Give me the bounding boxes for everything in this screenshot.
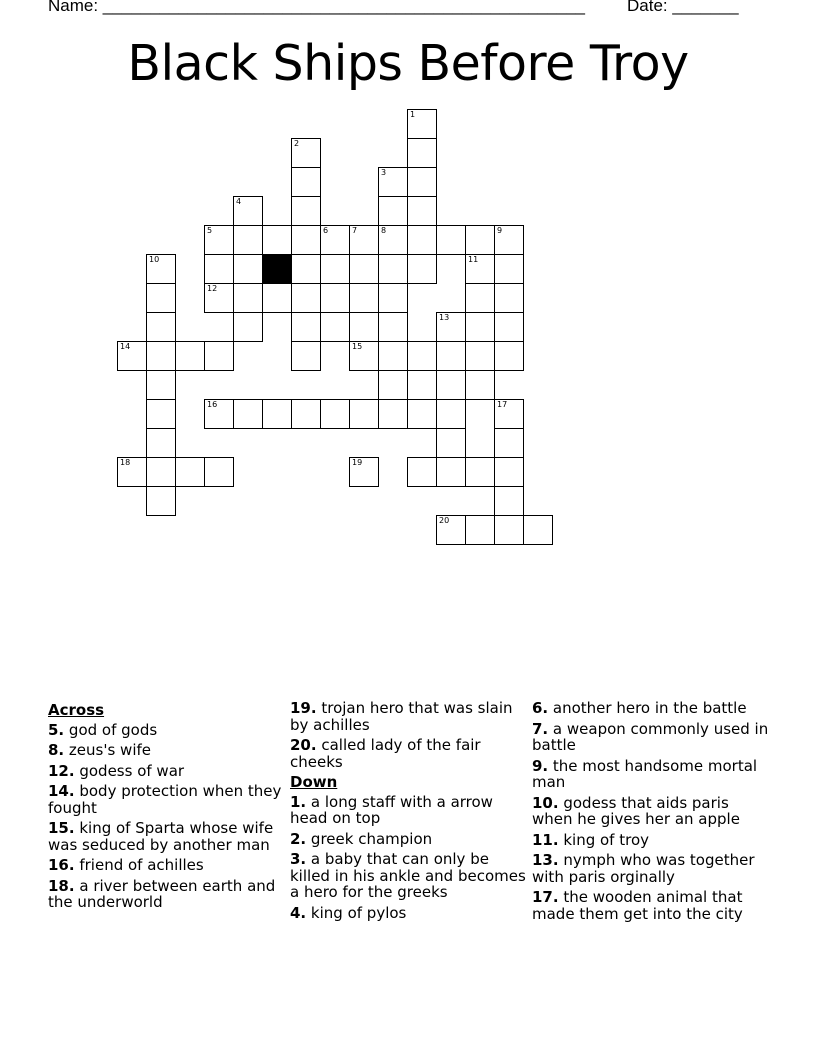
grid-cell[interactable] (494, 254, 524, 284)
grid-cell[interactable] (378, 370, 408, 400)
grid-cell[interactable] (175, 457, 205, 487)
grid-cell[interactable] (204, 254, 234, 284)
cell-number: 20 (439, 516, 450, 525)
grid-cell[interactable] (146, 399, 176, 429)
grid-cell-20[interactable] (436, 515, 466, 545)
grid-cell-9[interactable] (494, 225, 524, 255)
grid-cell[interactable] (465, 457, 495, 487)
grid-cell[interactable] (494, 486, 524, 516)
grid-cell[interactable] (465, 312, 495, 342)
grid-cell[interactable] (407, 225, 437, 255)
date-field[interactable]: Date: _______ (627, 0, 739, 15)
cell-number: 2 (294, 139, 300, 148)
grid-cell-6[interactable] (320, 225, 350, 255)
clue-down-3: 3. a baby that can only be killed in his ankle and becomes a hero for the greeks (290, 850, 526, 901)
clue-across-15: 15. king of Sparta whose wife was seduced by another man (48, 819, 274, 854)
grid-cell[interactable] (494, 428, 524, 458)
grid-cell[interactable] (494, 312, 524, 342)
grid-cell-2[interactable] (291, 138, 321, 168)
clue-down-10: 10. godess that aids paris when he gives her an apple (532, 793, 740, 828)
grid-cell-11[interactable] (465, 254, 495, 284)
grid-cell[interactable] (465, 370, 495, 400)
cell-number: 16 (207, 400, 218, 409)
down-heading: Down (290, 773, 338, 791)
grid-cell[interactable] (204, 341, 234, 371)
grid-cell[interactable] (320, 283, 350, 313)
grid-cell-18[interactable] (117, 457, 147, 487)
grid-cell[interactable] (407, 138, 437, 168)
grid-cell[interactable] (291, 312, 321, 342)
grid-cell-1[interactable] (407, 109, 437, 139)
grid-cell[interactable] (146, 341, 176, 371)
grid-cell[interactable] (436, 428, 466, 458)
grid-cell-4[interactable] (233, 196, 263, 226)
clue-across-18: 18. a river between earth and the underworld (48, 876, 276, 911)
grid-cell[interactable] (175, 341, 205, 371)
clue-down-2: 2. greek champion (290, 829, 433, 848)
cell-number: 12 (207, 284, 218, 293)
grid-cell[interactable] (233, 225, 263, 255)
grid-cell-13[interactable] (436, 312, 466, 342)
cell-number: 15 (352, 342, 363, 351)
grid-cell[interactable] (378, 196, 408, 226)
grid-cell[interactable] (146, 370, 176, 400)
grid-cell[interactable] (233, 283, 263, 313)
grid-cell[interactable] (494, 283, 524, 313)
grid-cell[interactable] (291, 167, 321, 197)
clue-down-9: 9. the most handsome mortal man (532, 756, 758, 791)
grid-cell[interactable] (349, 399, 379, 429)
cell-number: 8 (381, 226, 387, 235)
clue-across-14: 14. body protection when they fought (48, 782, 282, 817)
across-heading: Across (48, 701, 105, 719)
grid-cell[interactable] (349, 254, 379, 284)
grid-cell[interactable] (320, 399, 350, 429)
grid-cell[interactable] (465, 225, 495, 255)
cell-number: 6 (323, 226, 329, 235)
grid-cell-10[interactable] (146, 254, 176, 284)
clue-across-19: 19. trojan hero that was slain by achilles (290, 699, 513, 734)
grid-cell[interactable] (320, 312, 350, 342)
grid-cell-12[interactable] (204, 283, 234, 313)
grid-cell[interactable] (233, 312, 263, 342)
grid-cell[interactable] (291, 341, 321, 371)
grid-cell-17[interactable] (494, 399, 524, 429)
grid-cell-14[interactable] (117, 341, 147, 371)
grid-cell[interactable] (494, 341, 524, 371)
grid-cell[interactable] (146, 486, 176, 516)
grid-cell[interactable] (262, 225, 292, 255)
cell-number: 5 (207, 226, 213, 235)
grid-cell-3[interactable] (378, 167, 408, 197)
grid-cell[interactable] (378, 399, 408, 429)
grid-cell[interactable] (378, 283, 408, 313)
cell-number: 14 (120, 342, 131, 351)
grid-cell[interactable] (378, 312, 408, 342)
grid-cell[interactable] (407, 457, 437, 487)
grid-cell[interactable] (146, 312, 176, 342)
grid-cell[interactable] (436, 341, 466, 371)
cell-number: 7 (352, 226, 358, 235)
grid-cell[interactable] (407, 254, 437, 284)
cell-number: 9 (497, 226, 503, 235)
cell-number: 1 (410, 110, 416, 119)
grid-cell[interactable] (465, 341, 495, 371)
clue-column-2 (290, 700, 526, 925)
grid-cell[interactable] (378, 341, 408, 371)
clue-column-3 (532, 700, 772, 926)
grid-cell[interactable] (262, 399, 292, 429)
grid-cell[interactable] (146, 428, 176, 458)
page-title: Black Ships Before Troy (127, 35, 689, 92)
clue-across-12: 12. godess of war (48, 761, 185, 780)
grid-cell[interactable] (146, 283, 176, 313)
clue-across-20: 20. called lady of the fair cheeks (290, 736, 481, 771)
grid-cell-15[interactable] (349, 341, 379, 371)
cell-number: 18 (120, 458, 131, 467)
clue-down-6: 6. another hero in the battle (532, 699, 747, 717)
grid-cell[interactable] (523, 515, 553, 545)
grid-cell[interactable] (291, 225, 321, 255)
grid-cell[interactable] (436, 225, 466, 255)
grid-cell[interactable] (204, 457, 234, 487)
grid-cell[interactable] (436, 370, 466, 400)
black-cell (262, 254, 292, 284)
grid-cell[interactable] (407, 399, 437, 429)
grid-cell[interactable] (291, 196, 321, 226)
grid-cell[interactable] (407, 341, 437, 371)
clue-down-17: 17. the wooden animal that made them get into the city (532, 888, 743, 923)
grid-cell[interactable] (378, 254, 408, 284)
grid-cell[interactable] (349, 312, 379, 342)
grid-cell[interactable] (291, 254, 321, 284)
grid-cell-7[interactable] (349, 225, 379, 255)
clue-down-1: 1. a long staff with a arrow head on top (290, 792, 493, 827)
cell-number: 13 (439, 313, 450, 322)
grid-cell[interactable] (233, 254, 263, 284)
grid-cell[interactable] (494, 457, 524, 487)
grid-cell[interactable] (436, 399, 466, 429)
grid-cell[interactable] (494, 515, 524, 545)
grid-cell[interactable] (465, 515, 495, 545)
cell-number: 4 (236, 197, 242, 206)
clue-across-16: 16. friend of achilles (48, 856, 204, 874)
clue-down-7: 7. a weapon commonly used in battle (532, 719, 769, 754)
grid-cell-19[interactable] (349, 457, 379, 487)
clue-column-1 (48, 700, 284, 915)
grid-cell[interactable] (320, 254, 350, 284)
grid-cell[interactable] (407, 167, 437, 197)
grid-cell[interactable] (436, 457, 466, 487)
grid-cell[interactable] (291, 283, 321, 313)
grid-cell[interactable] (407, 196, 437, 226)
cell-number: 11 (468, 255, 479, 264)
clue-down-13: 13. nymph who was together with paris orginally (532, 851, 755, 886)
grid-cell[interactable] (465, 283, 495, 313)
grid-cell[interactable] (146, 457, 176, 487)
cell-number: 10 (149, 255, 160, 264)
grid-cell[interactable] (233, 399, 263, 429)
cell-number: 19 (352, 458, 363, 467)
grid-cell[interactable] (262, 283, 292, 313)
clue-down-11: 11. king of troy (532, 830, 650, 849)
grid-cell-16[interactable] (204, 399, 234, 429)
clue-down-4: 4. king of pylos (290, 903, 407, 922)
cell-number: 17 (497, 400, 508, 409)
grid-cell-8[interactable] (378, 225, 408, 255)
clue-across-5: 5. god of gods (48, 720, 158, 739)
grid-cell-5[interactable] (204, 225, 234, 255)
grid-cell[interactable] (291, 399, 321, 429)
cell-number: 3 (381, 168, 387, 177)
clue-across-8: 8. zeus's wife (48, 741, 151, 759)
grid-cell[interactable] (349, 283, 379, 313)
name-field[interactable]: Name: ___________________________________________________ (48, 0, 585, 15)
